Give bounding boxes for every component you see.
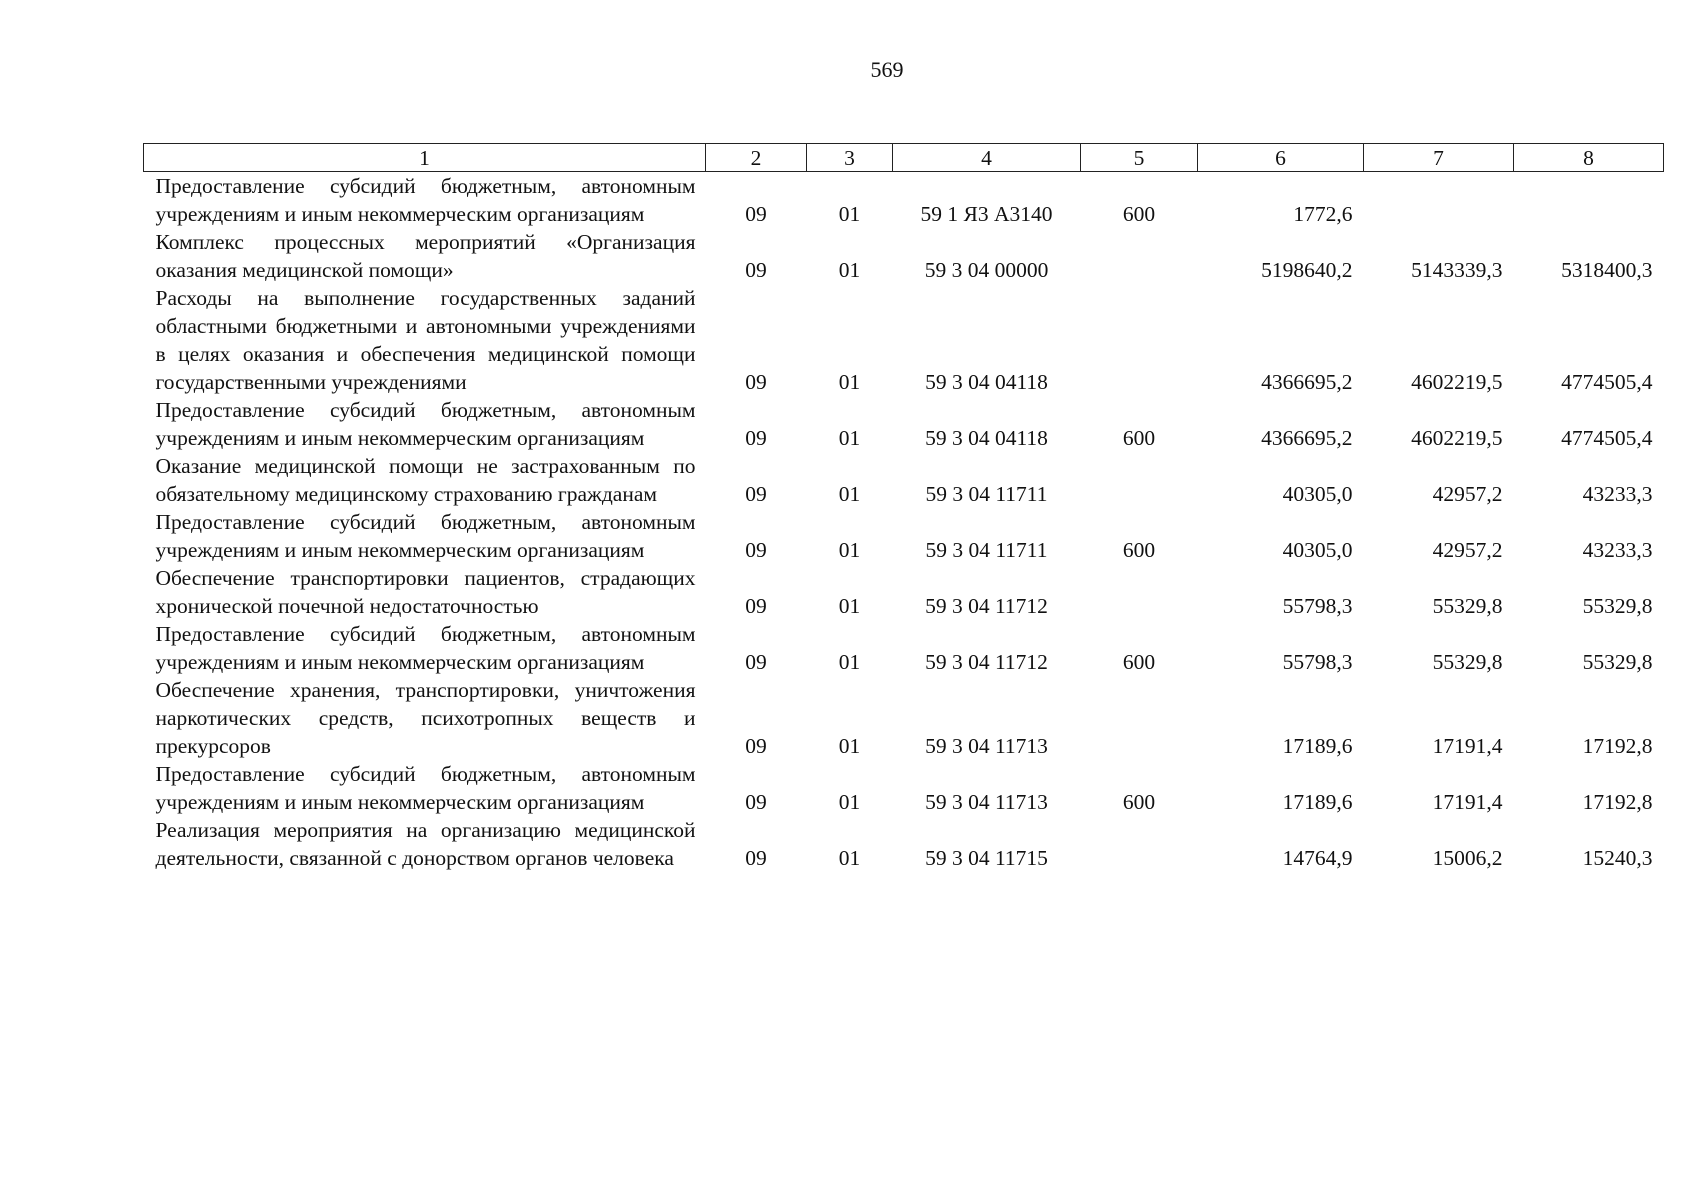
row-amount-col8: 4774505,4 xyxy=(1561,426,1653,450)
row-expense-type: 600 xyxy=(1122,650,1156,674)
row-name: Предоставление субсидий бюджетным, автономным учреждениям и иным некоммерческим организациям xyxy=(155,762,696,814)
row-name: Оказание медицинской помощи не застрахованным по обязательному медицинскому страхованию гражданам xyxy=(155,454,696,506)
table-row xyxy=(144,228,1664,284)
row-amount-col8: 17192,8 xyxy=(1582,734,1653,758)
row-amount-col6: 55798,3 xyxy=(1282,594,1353,618)
row-expense-type: 600 xyxy=(1122,426,1156,450)
row-subsection-code: 01 xyxy=(838,202,861,226)
row-amount-col6: 4366695,2 xyxy=(1261,426,1353,450)
row-section-code: 09 xyxy=(745,846,767,870)
row-expense-type: 600 xyxy=(1122,202,1156,226)
row-expense-type xyxy=(1081,816,1198,872)
column-header: 2 xyxy=(706,144,807,172)
row-amount-col6: 55798,3 xyxy=(1282,650,1353,674)
row-expense-type xyxy=(1081,452,1198,508)
header-row xyxy=(144,144,1664,172)
row-amount-col8: 55329,8 xyxy=(1582,650,1653,674)
row-target-article: 59 3 04 00000 xyxy=(924,258,1049,282)
budget-table xyxy=(143,143,1664,872)
row-amount-col7: 4602219,5 xyxy=(1411,426,1503,450)
row-target-article: 59 3 04 04118 xyxy=(925,426,1048,450)
table-row xyxy=(144,508,1664,564)
row-section-code: 09 xyxy=(745,650,767,674)
row-name: Комплекс процессных мероприятий «Организация оказания медицинской помощи» xyxy=(155,230,696,282)
row-amount-col7: 42957,2 xyxy=(1432,482,1503,506)
row-amount-col8: 43233,3 xyxy=(1582,482,1653,506)
table-row xyxy=(144,676,1664,760)
row-amount-col7: 17191,4 xyxy=(1432,790,1503,814)
column-header: 6 xyxy=(1198,144,1364,172)
row-amount-col7: 15006,2 xyxy=(1432,846,1503,870)
row-amount-col6: 17189,6 xyxy=(1282,790,1353,814)
table-row xyxy=(144,564,1664,620)
row-amount-col7 xyxy=(1364,172,1514,229)
row-amount-col8: 17192,8 xyxy=(1582,790,1653,814)
row-section-code: 09 xyxy=(745,594,767,618)
row-amount-col7: 55329,8 xyxy=(1432,650,1503,674)
row-subsection-code: 01 xyxy=(838,370,861,394)
row-amount-col8: 4774505,4 xyxy=(1561,370,1653,394)
row-section-code: 09 xyxy=(745,370,767,394)
row-section-code: 09 xyxy=(745,258,767,282)
row-amount-col8: 5318400,3 xyxy=(1561,258,1653,282)
row-section-code: 09 xyxy=(745,538,767,562)
row-target-article: 59 3 04 11711 xyxy=(925,482,1048,506)
column-header: 5 xyxy=(1081,144,1198,172)
row-amount-col6: 14764,9 xyxy=(1282,846,1353,870)
row-expense-type xyxy=(1081,564,1198,620)
table-row xyxy=(144,816,1664,872)
page-number: 569 xyxy=(870,57,904,82)
table-body xyxy=(144,172,1664,873)
row-subsection-code: 01 xyxy=(838,538,861,562)
row-amount-col8 xyxy=(1514,172,1664,229)
row-amount-col6: 4366695,2 xyxy=(1261,370,1353,394)
row-expense-type: 600 xyxy=(1122,538,1156,562)
row-subsection-code: 01 xyxy=(838,650,861,674)
table-row xyxy=(144,396,1664,452)
row-expense-type: 600 xyxy=(1122,790,1156,814)
row-amount-col7: 4602219,5 xyxy=(1411,370,1503,394)
row-subsection-code: 01 xyxy=(838,258,861,282)
row-amount-col7: 55329,8 xyxy=(1432,594,1503,618)
row-section-code: 09 xyxy=(745,426,767,450)
row-amount-col8: 43233,3 xyxy=(1582,538,1653,562)
row-section-code: 09 xyxy=(745,482,767,506)
row-name: Предоставление субсидий бюджетным, автономным учреждениям и иным некоммерческим организациям xyxy=(155,622,696,674)
column-header: 8 xyxy=(1514,144,1664,172)
row-target-article: 59 3 04 11711 xyxy=(925,538,1048,562)
row-target-article: 59 3 04 11715 xyxy=(925,846,1048,870)
row-amount-col8: 15240,3 xyxy=(1582,846,1653,870)
row-amount-col7: 5143339,3 xyxy=(1411,258,1503,282)
row-section-code: 09 xyxy=(745,734,767,758)
row-subsection-code: 01 xyxy=(838,790,861,814)
row-subsection-code: 01 xyxy=(838,734,861,758)
table-row xyxy=(144,620,1664,676)
row-target-article: 59 3 04 11712 xyxy=(925,594,1048,618)
row-name: Реализация мероприятия на организацию медицинской деятельности, связанной с донорством органов человека xyxy=(155,818,696,870)
row-section-code: 09 xyxy=(745,202,767,226)
row-name: Обеспечение транспортировки пациентов, страдающих хронической почечной недостаточностью xyxy=(155,566,696,618)
row-amount-col6: 17189,6 xyxy=(1282,734,1353,758)
row-target-article: 59 3 04 04118 xyxy=(925,370,1048,394)
row-expense-type xyxy=(1081,284,1198,396)
row-amount-col6: 1772,6 xyxy=(1293,202,1353,226)
table-row xyxy=(144,172,1664,229)
row-target-article: 59 3 04 11712 xyxy=(925,650,1048,674)
row-amount-col7: 17191,4 xyxy=(1432,734,1503,758)
column-header: 4 xyxy=(893,144,1081,172)
row-name: Предоставление субсидий бюджетным, автономным учреждениям и иным некоммерческим организациям xyxy=(155,398,696,450)
row-subsection-code: 01 xyxy=(838,846,861,870)
row-subsection-code: 01 xyxy=(838,482,861,506)
row-target-article: 59 1 Я3 А3140 xyxy=(920,202,1053,226)
row-name: Предоставление субсидий бюджетным, автономным учреждениям и иным некоммерческим организациям xyxy=(155,510,696,562)
column-header: 3 xyxy=(807,144,893,172)
row-name: Расходы на выполнение государственных заданий областными бюджетными и автономными учреждениями в целях оказания и обеспечения медицинской помощи государственными учреждениями xyxy=(155,286,696,394)
row-expense-type xyxy=(1081,228,1198,284)
row-section-code: 09 xyxy=(745,790,767,814)
row-subsection-code: 01 xyxy=(838,594,861,618)
row-amount-col6: 5198640,2 xyxy=(1261,258,1353,282)
row-amount-col6: 40305,0 xyxy=(1282,482,1353,506)
row-target-article: 59 3 04 11713 xyxy=(925,734,1048,758)
row-name: Обеспечение хранения, транспортировки, уничтожения наркотических средств, психотропных веществ и прекурсоров xyxy=(155,678,696,758)
row-target-article: 59 3 04 11713 xyxy=(925,790,1048,814)
row-subsection-code: 01 xyxy=(838,426,861,450)
table-row xyxy=(144,760,1664,816)
row-amount-col7: 42957,2 xyxy=(1432,538,1503,562)
row-amount-col6: 40305,0 xyxy=(1282,538,1353,562)
row-name: Предоставление субсидий бюджетным, автономным учреждениям и иным некоммерческим организациям xyxy=(155,174,696,226)
row-amount-col8: 55329,8 xyxy=(1582,594,1653,618)
column-header: 7 xyxy=(1364,144,1514,172)
table-row xyxy=(144,452,1664,508)
row-expense-type xyxy=(1081,676,1198,760)
column-header: 1 xyxy=(144,144,706,172)
table-header xyxy=(144,144,1664,172)
table-row xyxy=(144,284,1664,396)
